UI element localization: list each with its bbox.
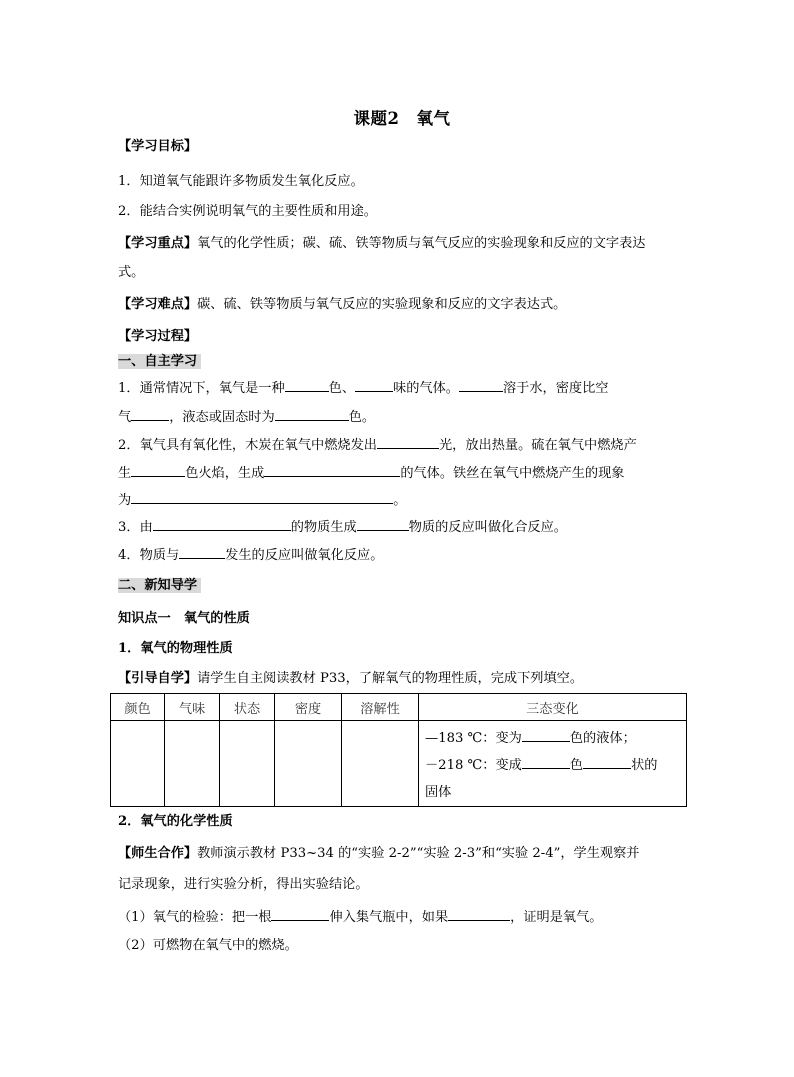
- q3-blank-reactants[interactable]: [153, 517, 291, 531]
- q2-text-c: 生: [118, 466, 132, 481]
- cell-color-answer[interactable]: [111, 721, 165, 807]
- q2-text-e: 的气体。铁丝在氧气中燃烧产生的现象: [400, 466, 625, 481]
- cell-solubility-answer[interactable]: [342, 721, 419, 807]
- table-answer-row: [111, 721, 687, 807]
- section1-heading: [118, 353, 201, 371]
- key-point-text: 氧气的化学性质；碳、硫、铁等物质与氧气反应的实验现象和反应的文字表达: [197, 236, 646, 251]
- test-text-b: 伸入集气瓶中，如果: [329, 910, 449, 925]
- q1-blank-solubility[interactable]: [459, 378, 503, 392]
- q2-blank-light[interactable]: [377, 435, 439, 449]
- goal-item-1: 1．知道氧气能跟许多物质发生氧化反应。: [118, 174, 364, 189]
- subheading-physical: 1．氧气的物理性质: [118, 641, 233, 656]
- difficulty-label: 【学习难点】: [118, 297, 198, 312]
- q2-text-b: 光，放出热量。硫在氧气中燃烧产: [438, 438, 637, 453]
- test-blank-object[interactable]: [271, 907, 329, 921]
- q1-text-g: 色。: [348, 410, 376, 425]
- goals-heading: 【学习目标】: [118, 139, 198, 154]
- q4-text-b: 发生的反应叫做氧化反应。: [225, 548, 384, 563]
- q1-text-d: 溶于水，密度比空: [502, 381, 609, 396]
- header-density: 密度: [275, 694, 342, 721]
- process-heading: 【学习过程】: [118, 329, 198, 344]
- guide-text: 请学生自主阅读教材 P33，了解氧气的物理性质，完成下列填空。: [197, 671, 584, 686]
- cooperation: [118, 845, 639, 863]
- phase-solid-line-cont: 固体: [425, 785, 452, 800]
- oxygen-test: [118, 907, 602, 927]
- q1-blank-color[interactable]: [285, 378, 329, 392]
- q1-blank-density[interactable]: [131, 407, 169, 421]
- header-state: 状态: [220, 694, 275, 721]
- q4-text-a: 4．物质与: [118, 548, 180, 563]
- difficulty: [118, 296, 566, 314]
- coop-text: 教师演示教材 P33~34 的“实验 2-2”“实验 2-3”和“实验 2-4”，学生观察并: [197, 846, 640, 861]
- q3-text-b: 的物质生成: [290, 520, 357, 535]
- q2-text-a: 2．氧气具有氧化性，木炭在氧气中燃烧发出: [118, 438, 377, 453]
- difficulty-text: 碳、硫、铁等物质与氧气反应的实验现象和反应的文字表达式。: [197, 297, 567, 312]
- section2-heading: [118, 577, 201, 595]
- q2-blank-flame[interactable]: [131, 463, 185, 477]
- key-point: [118, 235, 646, 253]
- phase-liquid-line: —183 ℃：变为 色的液体；: [425, 725, 680, 752]
- key-point-label: 【学习重点】: [118, 236, 198, 251]
- solid-form-blank[interactable]: [583, 755, 631, 769]
- cell-density-answer[interactable]: [275, 721, 342, 807]
- question-2: [118, 435, 637, 455]
- q2-text-g: 。: [393, 493, 407, 508]
- test-text-a: （1）氧气的检验：把一根: [118, 910, 272, 925]
- section1-heading-text: 一、自主学习: [118, 354, 201, 369]
- q1-text-f: ，液态或固态时为: [169, 410, 275, 425]
- header-color: 颜色: [111, 694, 165, 721]
- solid-color-blank[interactable]: [522, 755, 570, 769]
- guide-label: 【引导自学】: [118, 671, 198, 686]
- q3-text-a: 3．由: [118, 520, 153, 535]
- coop-label: 【师生合作】: [118, 846, 198, 861]
- cell-state-answer[interactable]: [220, 721, 275, 807]
- combustion-item: （2）可燃物在氧气中的燃烧。: [118, 938, 298, 953]
- q1-text-b: 色、: [328, 381, 356, 396]
- guide-study: [118, 670, 583, 688]
- q1-text-e: 气: [118, 410, 132, 425]
- test-blank-result[interactable]: [448, 907, 510, 921]
- physical-properties-table: [110, 693, 687, 807]
- q1-text-c: 味的气体。: [393, 381, 459, 396]
- q2-blank-iron[interactable]: [131, 490, 393, 504]
- cooperation-cont: 记录现象，进行实验分析，得出实验结论。: [118, 877, 369, 892]
- cell-odor-answer[interactable]: [165, 721, 220, 807]
- q4-blank-oxygen[interactable]: [179, 545, 225, 559]
- question-2-cont2: [118, 490, 406, 510]
- question-2-cont: [118, 463, 625, 483]
- q3-blank-product[interactable]: [357, 517, 409, 531]
- header-solubility: 溶解性: [342, 694, 419, 721]
- cell-phase-change: [419, 721, 687, 807]
- q1-blank-liquid-color[interactable]: [275, 407, 349, 421]
- q2-text-d: 色火焰，生成: [185, 466, 265, 481]
- q3-text-c: 物质的反应叫做化合反应。: [408, 520, 567, 535]
- question-4: [118, 545, 383, 565]
- section2-heading-text: 二、新知导学: [118, 578, 201, 593]
- q2-text-f: 为: [118, 493, 132, 508]
- knowledge-point-1: 知识点一 氧气的性质: [118, 611, 250, 626]
- key-point-text-cont: 式。: [118, 265, 145, 280]
- q1-blank-odor[interactable]: [355, 378, 393, 392]
- phase-solid-line: －218 ℃：变成 色 状的: [425, 752, 680, 779]
- liquid-color-blank[interactable]: [522, 728, 570, 742]
- header-odor: 气味: [165, 694, 220, 721]
- q2-blank-gas[interactable]: [264, 463, 400, 477]
- header-phase-change: 三态变化: [419, 694, 687, 721]
- q1-text-a: 1．通常情况下，氧气是一种: [118, 381, 285, 396]
- question-3: [118, 517, 567, 537]
- question-1: [118, 378, 608, 398]
- page-title: 课题2 氧气: [353, 109, 451, 128]
- test-text-c: ，证明是氧气。: [510, 910, 603, 925]
- table-header-row: [111, 694, 687, 721]
- goal-item-2: 2．能结合实例说明氧气的主要性质和用途。: [118, 204, 377, 219]
- subheading-chemical: 2．氧气的化学性质: [118, 814, 233, 829]
- question-1-cont: [118, 407, 375, 427]
